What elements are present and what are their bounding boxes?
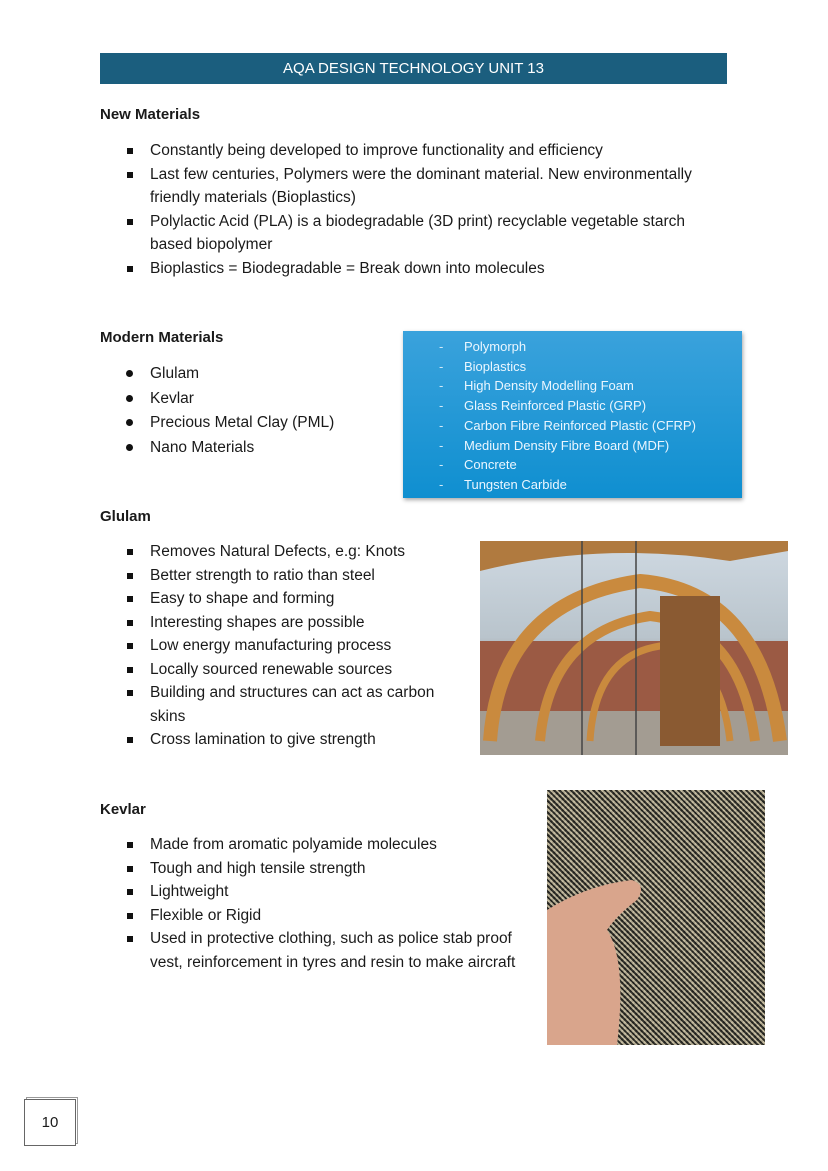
glulam-heading: Glulam — [100, 508, 151, 525]
kevlar-fabric-photo — [547, 790, 765, 1045]
modern-materials-box — [403, 331, 742, 498]
box-item: - Tungsten Carbide — [403, 475, 742, 495]
page-number: 10 — [41, 1114, 59, 1131]
list-item: Tough and high tensile strength — [100, 857, 540, 881]
box-item: - Medium Density Fibre Board (MDF) — [403, 436, 742, 456]
list-item: Kevlar — [100, 387, 390, 412]
list-item: Polylactic Acid (PLA) is a biodegradable (3D print) recyclable vegetable starch based biopolymer — [100, 210, 730, 257]
box-item: - Carbon Fibre Reinforced Plastic (CFRP) — [403, 416, 742, 436]
glulam-arches-illustration — [480, 541, 788, 755]
list-item: Cross lamination to give strength — [100, 728, 470, 752]
list-item: Building and structures can act as carbon skins — [100, 681, 470, 728]
box-item: - Glass Reinforced Plastic (GRP) — [403, 396, 742, 416]
new-materials-heading: New Materials — [100, 106, 201, 123]
modern-materials-heading: Modern Materials — [100, 329, 224, 346]
new-materials-list — [100, 139, 730, 280]
kevlar-heading: Kevlar — [100, 801, 146, 818]
modern-materials-list — [100, 362, 390, 460]
list-item: Precious Metal Clay (PML) — [100, 411, 390, 436]
header-title: AQA DESIGN TECHNOLOGY UNIT 13 — [283, 60, 544, 77]
kevlar-list — [100, 833, 540, 974]
box-item: - Concrete — [403, 455, 742, 475]
box-item: - Bioplastics — [403, 357, 742, 377]
list-item: Last few centuries, Polymers were the dominant material. New environmentally friendly materials (Bioplastics) — [100, 163, 730, 210]
hand-on-fabric-illustration — [547, 790, 765, 1045]
glulam-list — [100, 540, 470, 752]
list-item: Easy to shape and forming — [100, 587, 470, 611]
box-item: - High Density Modelling Foam — [403, 376, 742, 396]
list-item: Interesting shapes are possible — [100, 611, 470, 635]
list-item: Nano Materials — [100, 436, 390, 461]
list-item: Locally sourced renewable sources — [100, 658, 470, 682]
list-item: Removes Natural Defects, e.g: Knots — [100, 540, 470, 564]
list-item: Constantly being developed to improve functionality and efficiency — [100, 139, 730, 163]
page-number-box — [24, 1099, 76, 1146]
list-item: Made from aromatic polyamide molecules — [100, 833, 540, 857]
document-header — [100, 53, 727, 84]
list-item: Flexible or Rigid — [100, 904, 540, 928]
glulam-structure-photo — [480, 541, 788, 755]
list-item: Glulam — [100, 362, 390, 387]
list-item: Lightweight — [100, 880, 540, 904]
list-item: Low energy manufacturing process — [100, 634, 470, 658]
list-item: Used in protective clothing, such as police stab proof vest, reinforcement in tyres and resin to make aircraft — [100, 927, 540, 974]
box-item: - Polymorph — [403, 337, 742, 357]
list-item: Bioplastics = Biodegradable = Break down into molecules — [100, 257, 730, 281]
list-item: Better strength to ratio than steel — [100, 564, 470, 588]
